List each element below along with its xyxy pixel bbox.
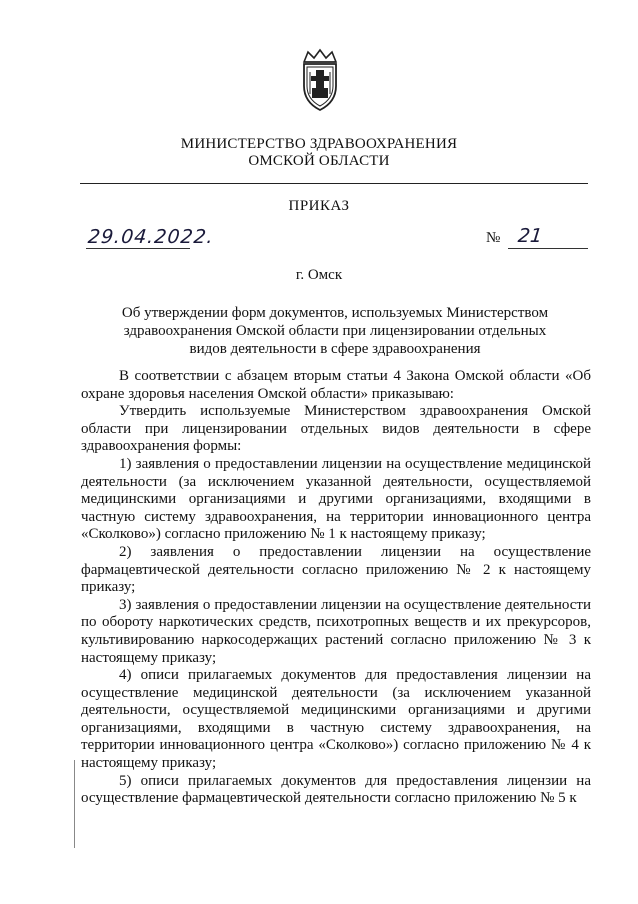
ministry-name-line1: МИНИСТЕРСТВО ЗДРАВООХРАНЕНИЯ	[180, 136, 458, 152]
body-paragraph: Утвердить используемые Министерством здравоохранения Омской области при лицензировании отдельных видов деятельности в сфере здравоохранения формы:	[81, 403, 591, 455]
order-body	[81, 368, 591, 808]
body-paragraph: 2) заявления о предоставлении лицензии на осуществление фармацевтической деятельности согласно приложению № 2 к настоящему приказу;	[81, 543, 591, 596]
city: г. Омск	[295, 267, 343, 283]
scan-margin-mark	[74, 760, 75, 848]
body-paragraph: 5) описи прилагаемых документов для предоставления лицензии на осуществление фармацевтической деятельности согласно приложению № 5 к	[81, 772, 591, 807]
subject-line: Об утверждении форм документов, используемых Министерством	[121, 305, 549, 321]
body-paragraph: 4) описи прилагаемых документов для предоставления лицензии на осуществление медицинской деятельности (за исключением указанной деятельности, осуществляемой медицинскими организациями и другими организациями, входящими в частную систему здравоохранения, на территории инновационного центра «Сколково») согласно приложению № 4 к настоящему приказу;	[81, 667, 591, 772]
number-underline	[508, 248, 588, 249]
date-underline	[86, 248, 190, 249]
number-label: №	[486, 230, 501, 246]
ministry-name-line2: ОМСКОЙ ОБЛАСТИ	[248, 153, 390, 169]
order-subject	[110, 304, 560, 358]
subject-line: здравоохранения Омской области при лицензировании отдельных	[123, 323, 547, 339]
body-paragraph: 1) заявления о предоставлении лицензии на осуществление медицинской деятельности (за исключением указанной деятельности, осуществляемой медицинскими организациями и другими организациями, входящими в частную систему здравоохранения, на территории инновационного центра «Сколково») согласно приложению № 1 к настоящему приказу;	[81, 455, 591, 543]
header-divider	[80, 183, 588, 184]
document-type: ПРИКАЗ	[288, 198, 350, 214]
body-paragraph: 3) заявления о предоставлении лицензии на осуществление деятельности по обороту наркотических средств, психотропных веществ и их прекурсоров, культивированию наркосодержащих растений согласно приложению № 3 к настоящему приказу;	[81, 596, 591, 666]
subject-line: видов деятельности в сфере здравоохранения	[189, 341, 481, 357]
body-paragraph: В соответствии с абзацем вторым статьи 4 Закона Омской области «Об охране здоровья населения Омской области» приказываю:	[81, 368, 591, 402]
coat-of-arms-icon	[296, 48, 344, 112]
document-date: 29.04.2022.	[86, 226, 215, 248]
document-number: 21	[516, 225, 544, 247]
